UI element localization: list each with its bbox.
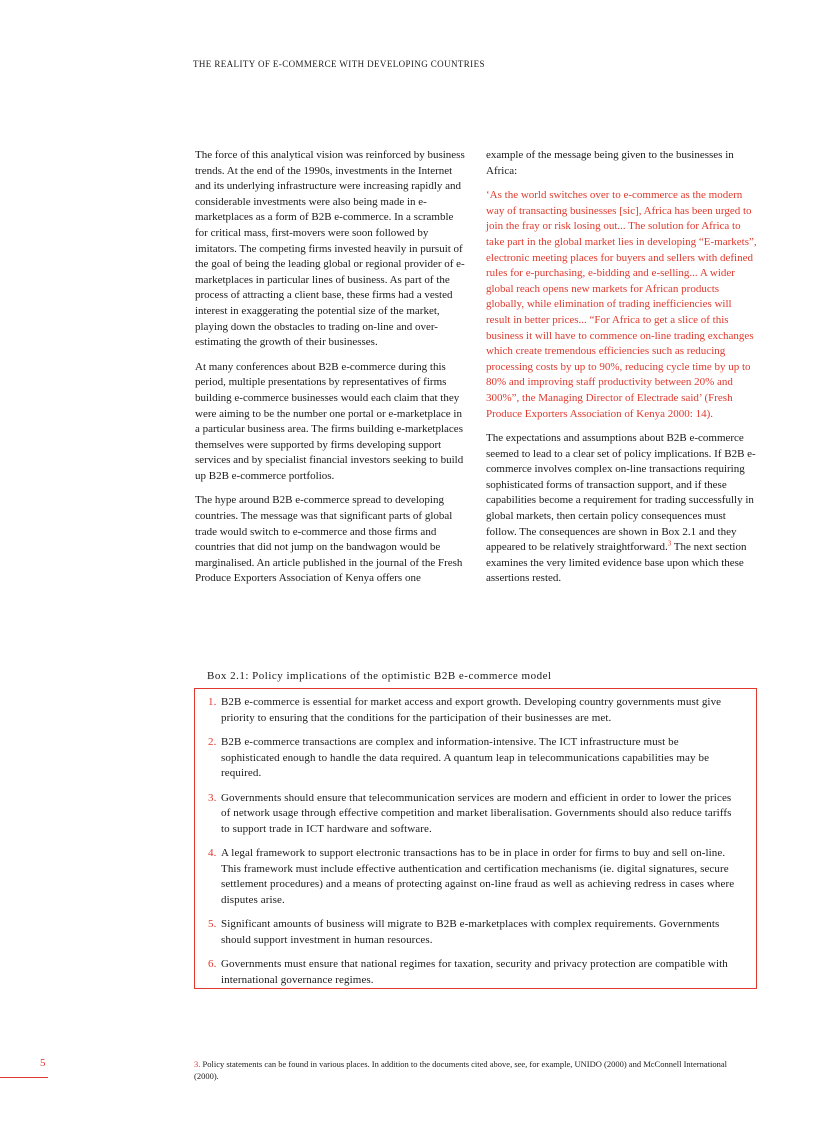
closing-text-tail: The next section examines the very limited evidence base upon which these assertions rested. [486, 541, 747, 585]
list-item-text: B2B e-commerce transactions are complex and information-intensive. The ICT infrastructure must be sophisticated enough to handle the data required. A quantum leap in telecommunications capabilities may be required. [221, 736, 710, 779]
body-paragraph [486, 431, 758, 587]
list-item [205, 735, 740, 782]
list-item-number: 4. [208, 847, 217, 859]
body-paragraph: The force of this analytical vision was reinforced by business trends. At the end of the 1990s, investments in the Internet and its underlying infrastructure were increasing rapidly and considerable investments were also being made in e-marketplaces as a form of B2B e-commerce. In a scramble for critical mass, first-movers were soon followed by imitators. The competing firms invested heavily in pursuit of the goal of being the leading global or regional provider of e-marketplaces in particular lines of business. As part of the process of attracting a client base, these firms had a vested interest in exaggerating the potential size of the market, playing down the obstacles to trading on-line and over-estimating the growth of their businesses. [195, 149, 465, 349]
list-item-text: Significant amounts of business will migrate to B2B e-marketplaces with complex requirements. Governments should support investment in human resources. [221, 918, 720, 946]
list-item-text: Governments should ensure that telecommunication services are modern and efficient in order to lower the prices of network usage through effective competition and market liberalisation. Governments should also reduce tariffs to support trade in ICT hardware and software. [221, 791, 732, 835]
body-paragraph: The hype around B2B e-commerce spread to developing countries. The message was that significant parts of global trade would switch to e-commerce and those firms and countries that did not jump on the bandwagon would be marginalised. An article published in the journal of the Fresh Produce Exporters Association of Kenya offers one [195, 494, 463, 585]
closing-text: The expectations and assumptions about B2B e-commerce seemed to lead to a clear set of policy implications. If B2B e-commerce involves complex on-line transactions requiring sophisticated forms of transaction support, and if these capabilities become a requirement for trading successfully in global markets, then certain policy consequences must follow. The consequences are shown in Box 2.1 and they appeared to be relatively straightforward. [486, 432, 756, 554]
block-quote: ‘As the world switches over to e-commerce as the modern way of transacting businesses [sic], Africa has been urged to join the fray or risk losing out... The solution for Africa to take part in the global market lies in developing “E-markets”, electronic meeting places for buyers and sellers with defined rules for e-purchasing, e-bidding and e-selling... A wider global reach opens new markets for African products globally, while elimination of trading inefficiencies will result in better prices... “For Africa to get a slice of this business it will have to commence on-line trading exchanges which create tremendous efficiencies such as reducing processing costs by up to 90%, reducing cycle time by up to 80% and improving staff productivity between 20% and 300%”, the Managing Director of Electrade said’ (Fresh Produce Exporters Association of Kenya 2000: 14). [486, 189, 757, 420]
policy-list [205, 695, 740, 988]
list-item-number: 1. [208, 696, 217, 708]
list-item [205, 791, 740, 838]
list-item-text: Governments must ensure that national regimes for taxation, security and privacy protection are compatible with international governance regimes. [221, 958, 728, 986]
footnote-text: Policy statements can be found in various places. In addition to the documents cited above, see, for example, UNIDO (2000) and McConnell International (2000). [194, 1059, 727, 1081]
page-number: 5 [40, 1057, 46, 1069]
policy-box [194, 688, 757, 989]
body-paragraph: At many conferences about B2B e-commerce during this period, multiple presentations by representatives of firms building e-commerce businesses would each claim that they were aiming to be the number one portal or e-marketplace in a particular business area. The firms building e-marketplaces themselves were supported by firms developing support services and by specialist financial investors seeking to build up B2B e-commerce portfolios. [195, 360, 464, 482]
list-item-number: 5. [208, 918, 217, 930]
body-paragraph: example of the message being given to the businesses in Africa: [486, 149, 734, 177]
footnote-number: 3. [194, 1059, 201, 1069]
list-item [205, 917, 740, 948]
list-item-text: A legal framework to support electronic transactions has to be in place in order for firms to buy and sell on-line. This framework must include effective authentication and certification mechanisms (ie. digital signatures, secure settlement procedures) and a means of protecting against on-line fraud as well as achieving redress in cases where disputes arise. [221, 847, 735, 906]
right-column [486, 148, 758, 596]
box-title: Box 2.1: Policy implications of the optimistic B2B e-commerce model [207, 670, 552, 682]
footnote-reference[interactable]: 3 [667, 539, 672, 548]
list-item-text: B2B e-commerce is essential for market access and export growth. Developing country governments must give priority to ensuring that the conditions for the participation of their businesses are met. [221, 696, 722, 724]
page-number-rule [0, 1077, 48, 1078]
list-item [205, 957, 740, 988]
footnote [194, 1058, 734, 1082]
list-item [205, 695, 740, 726]
list-item [205, 846, 740, 908]
left-column [195, 148, 467, 596]
list-item-number: 2. [208, 736, 217, 748]
list-item-number: 3. [208, 791, 217, 804]
running-header: THE REALITY OF E-COMMERCE WITH DEVELOPING COUNTRIES [193, 59, 485, 69]
list-item-number: 6. [208, 958, 217, 970]
